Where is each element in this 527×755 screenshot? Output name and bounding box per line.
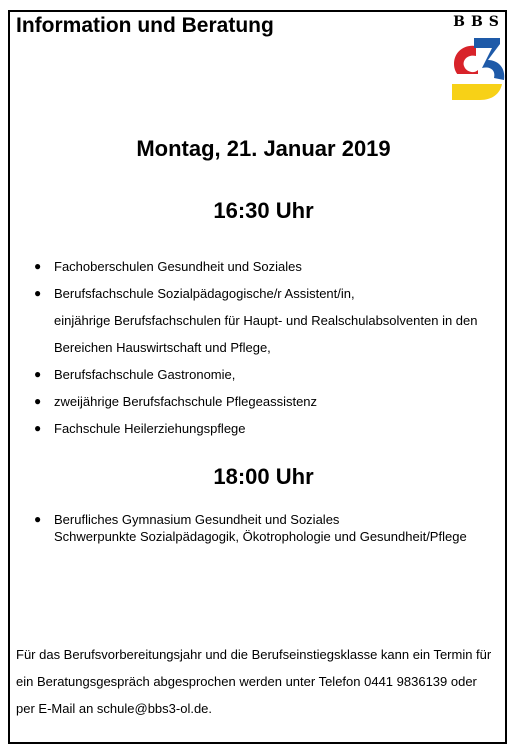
event-date: Montag, 21. Januar 2019 — [136, 136, 391, 161]
list-item-line: einjährige Berufsfachschulen für Haupt- und Realschulabsolventen in den — [54, 313, 478, 328]
list-item — [34, 361, 504, 388]
school-logo — [450, 14, 508, 104]
bullet-icon: ● — [34, 394, 42, 408]
bullet-icon: ● — [34, 259, 42, 273]
logo-text: BBS — [453, 14, 505, 30]
session-1-program-list — [34, 253, 504, 442]
list-item-line: Schwerpunkte Sozialpädagogik, Ökotrophologie und Gesundheit/Pflege — [54, 529, 467, 544]
bbs3-logo-icon — [450, 34, 508, 104]
list-item-line: Fachoberschulen Gesundheit und Soziales — [54, 259, 302, 274]
list-item-line: zweijährige Berufsfachschule Pflegeassistenz — [54, 394, 318, 409]
page-title: Information und Beratung — [16, 14, 274, 37]
session-2-program-list — [34, 511, 504, 545]
list-item — [34, 253, 504, 280]
list-item-line: Berufsfachschule Gastronomie, — [54, 367, 236, 382]
contact-line: Für das Berufsvorbereitungsjahr und die Berufseinstiegsklasse kann ein Termin für — [16, 647, 492, 662]
session-time-2: 18:00 Uhr — [213, 464, 314, 489]
session-time-1: 16:30 Uhr — [213, 198, 314, 223]
list-item-line: Bereichen Hauswirtschaft und Pflege, — [54, 340, 271, 355]
list-item — [34, 511, 504, 545]
bullet-icon: ● — [34, 286, 42, 300]
list-item-line: Berufsfachschule Sozialpädagogische/r Assistent/in, — [54, 286, 355, 301]
contact-line: per E-Mail an schule@bbs3-ol.de. — [16, 701, 213, 716]
list-item — [34, 388, 504, 415]
list-item-line: Fachschule Heilerziehungspflege — [54, 421, 246, 436]
list-item-line: Berufliches Gymnasium Gesundheit und Soziales — [54, 512, 340, 527]
bullet-icon: ● — [34, 512, 42, 526]
list-item — [34, 280, 504, 361]
bullet-icon: ● — [34, 421, 42, 435]
bullet-icon: ● — [34, 367, 42, 381]
contact-line: ein Beratungsgespräch abgesprochen werden unter Telefon 0441 9836139 oder — [16, 674, 477, 689]
contact-info — [16, 641, 502, 722]
list-item — [34, 415, 504, 442]
